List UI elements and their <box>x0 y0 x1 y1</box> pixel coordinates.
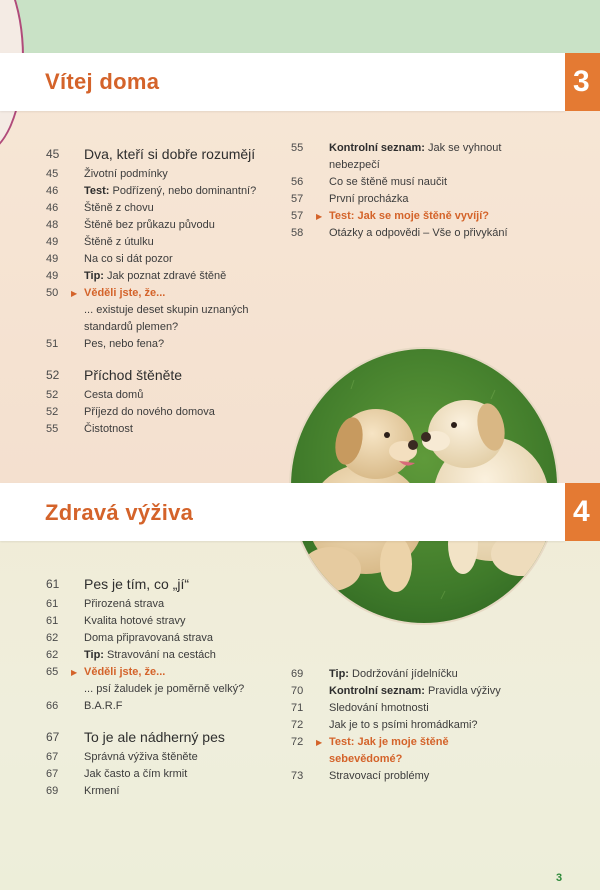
toc-entry-text <box>329 225 508 242</box>
toc-entry <box>291 666 531 683</box>
toc-entry-text <box>84 387 143 404</box>
toc-entry-text <box>84 613 186 630</box>
toc-entry-label: Kontrolní seznam: <box>329 685 425 697</box>
toc-entry <box>46 766 286 783</box>
toc-entry-title: Co se štěně musí naučit <box>329 176 448 188</box>
toc-entry-title: Štěně z chovu <box>84 202 154 214</box>
toc-entry-title: Stravování na cestách <box>103 649 216 661</box>
toc-page-number: 72 <box>291 719 304 731</box>
toc-entry-text <box>84 664 165 681</box>
toc-page-number: 49 <box>46 253 59 265</box>
toc-entry <box>46 681 286 698</box>
toc-page-number: 50 <box>46 287 59 299</box>
toc-entry <box>291 717 531 734</box>
toc-entry-text <box>84 681 244 698</box>
toc-page-number: 46 <box>46 202 59 214</box>
toc-entry-text <box>329 157 380 174</box>
toc-entry <box>46 302 286 319</box>
toc-entry <box>46 404 286 421</box>
toc-entry-title: Čistotnost <box>84 423 133 435</box>
toc-page-number: 45 <box>46 147 60 161</box>
chapter-number-tab: 4 <box>565 483 600 541</box>
toc-entry <box>291 700 531 717</box>
toc-entry-text <box>329 768 429 785</box>
toc-entry-text <box>329 700 429 717</box>
toc-page-number: 52 <box>46 368 60 382</box>
toc-entry <box>46 749 286 766</box>
toc-page-number: 65 <box>46 666 59 678</box>
toc-entry-title: Štěně bez průkazu původu <box>84 219 215 231</box>
toc-page-number: 58 <box>291 227 304 239</box>
toc-entry-title: Štěně z útulku <box>84 236 154 248</box>
toc-entry-text <box>84 217 215 234</box>
toc-entry-text <box>329 751 402 768</box>
toc-entry-text <box>329 140 501 157</box>
toc-column-chapter-1-right <box>291 140 531 242</box>
toc-entry-text <box>84 572 189 596</box>
toc-entry-text <box>84 142 255 166</box>
toc-page-number: 62 <box>46 649 59 661</box>
toc-column-chapter-1-left <box>46 142 286 438</box>
toc-entry-title: Na co si dát pozor <box>84 253 173 265</box>
toc-page-number: 46 <box>46 185 59 197</box>
toc-entry-title: B.A.R.F <box>84 700 123 712</box>
toc-entry-title: Cesta domů <box>84 389 144 401</box>
toc-entry-text <box>329 666 458 683</box>
toc-entry <box>291 157 531 174</box>
toc-entry-title: Dodržování jídelníčku <box>348 668 458 680</box>
toc-page-number: 72 <box>291 736 304 748</box>
toc-page-number: 61 <box>46 615 59 627</box>
toc-entry-text <box>84 336 164 353</box>
toc-entry-text <box>329 683 501 700</box>
toc-section-heading <box>46 142 286 166</box>
chapter-number-tab: 3 <box>565 53 600 111</box>
triangle-bullet-icon: ▶ <box>316 212 323 221</box>
toc-entry <box>291 140 531 157</box>
toc-section-heading <box>46 572 286 596</box>
triangle-bullet-icon: ▶ <box>71 289 78 298</box>
triangle-bullet-icon: ▶ <box>71 668 78 677</box>
toc-section-heading <box>46 725 286 749</box>
toc-entry <box>46 336 286 353</box>
toc-entry-text <box>84 725 225 749</box>
toc-entry-text <box>84 166 168 183</box>
toc-entry <box>46 698 286 715</box>
section-gap <box>46 353 286 363</box>
triangle-bullet-icon: ▶ <box>316 738 323 747</box>
toc-entry-text <box>84 200 154 217</box>
toc-entry-title: Příjezd do nového domova <box>84 406 215 418</box>
toc-entry-text <box>84 363 182 387</box>
toc-entry-text <box>84 302 248 319</box>
toc-entry-text <box>84 698 123 715</box>
toc-page-number: 57 <box>291 210 304 222</box>
toc-column-chapter-2-right <box>291 666 531 785</box>
toc-entry-title: První procházka <box>329 193 409 205</box>
toc-entry-title: Stravovací problémy <box>329 770 430 782</box>
toc-entry-text <box>84 268 226 285</box>
toc-entry-title: Kvalita hotové stravy <box>84 615 186 627</box>
toc-entry-title: To je ale nádherný pes <box>84 729 225 745</box>
toc-entry <box>291 174 531 191</box>
toc-entry-title: Správná výživa štěněte <box>84 751 198 763</box>
toc-page-number: 71 <box>291 702 304 714</box>
toc-page-number: 67 <box>46 751 59 763</box>
toc-entry <box>46 613 286 630</box>
toc-entry <box>46 251 286 268</box>
toc-entry <box>291 768 531 785</box>
toc-entry-title: nebezpečí <box>329 159 380 171</box>
toc-entry-text <box>84 183 256 200</box>
toc-page-number: 55 <box>291 142 304 154</box>
toc-page-number: 61 <box>46 598 59 610</box>
toc-entry-text <box>84 319 178 336</box>
toc-entry <box>46 166 286 183</box>
toc-entry-text <box>329 734 449 751</box>
toc-entry <box>46 319 286 336</box>
toc-page-number: 70 <box>291 685 304 697</box>
toc-page-number: 52 <box>46 406 59 418</box>
toc-page-number: 56 <box>291 176 304 188</box>
toc-entry <box>46 664 286 681</box>
chapter-banner-vitej-doma <box>0 53 565 111</box>
toc-entry-text <box>329 174 447 191</box>
toc-page-number: 69 <box>46 785 59 797</box>
toc-page-number: 69 <box>291 668 304 680</box>
toc-entry-text <box>84 647 216 664</box>
toc-entry-label: Tip: <box>84 270 104 282</box>
toc-entry-label: Test: <box>84 185 110 197</box>
toc-entry-label: Kontrolní seznam: <box>329 142 425 154</box>
toc-entry-title: sebevědomé? <box>329 753 403 765</box>
chapter-title: Zdravá výživa <box>45 500 194 525</box>
toc-page-number: 67 <box>46 730 60 744</box>
toc-page-number: 55 <box>46 423 59 435</box>
toc-entry-text <box>84 749 198 766</box>
toc-entry-title: Pes je tím, co „jí“ <box>84 576 190 592</box>
toc-page-number: 61 <box>46 577 60 591</box>
toc-entry-text <box>84 783 119 800</box>
toc-entry-title: ... existuje deset skupin uznaných <box>84 304 249 316</box>
toc-entry-text <box>84 421 133 438</box>
toc-entry-text <box>329 717 478 734</box>
toc-entry <box>46 596 286 613</box>
toc-page-number: 45 <box>46 168 59 180</box>
toc-column-chapter-2-left <box>46 572 286 800</box>
toc-entry-title: Jak se vyhnout <box>424 142 502 154</box>
toc-entry <box>46 285 286 302</box>
toc-entry-title: Přirozená strava <box>84 598 165 610</box>
toc-page-number: 51 <box>46 338 59 350</box>
toc-entry <box>46 387 286 404</box>
toc-entry-title: ... psí žaludek je poměrně velký? <box>84 683 245 695</box>
toc-entry <box>46 783 286 800</box>
toc-entry-title: Test: Jak se moje štěně vyvíjí? <box>329 210 489 222</box>
toc-entry-title: Jak často a čím krmit <box>84 768 188 780</box>
toc-entry <box>291 208 531 225</box>
toc-entry <box>46 421 286 438</box>
toc-entry-title: standardů plemen? <box>84 321 179 333</box>
toc-entry <box>291 225 531 242</box>
toc-entry-text <box>329 191 408 208</box>
toc-page-number: 52 <box>46 389 59 401</box>
toc-page-number: 49 <box>46 236 59 248</box>
toc-entry-title: Pes, nebo fena? <box>84 338 165 350</box>
toc-entry-text <box>84 285 165 302</box>
toc-page-number: 62 <box>46 632 59 644</box>
chapter-title: Vítej doma <box>45 69 160 94</box>
toc-entry-title: Věděli jste, že... <box>84 666 166 678</box>
toc-entry-title: Pravidla výživy <box>424 685 501 697</box>
chapter-banner-zdrava-vyziva <box>0 483 565 541</box>
toc-page-number: 73 <box>291 770 304 782</box>
top-band <box>0 0 600 55</box>
toc-entry <box>291 191 531 208</box>
toc-entry-label: Tip: <box>329 668 349 680</box>
toc-page-number: 48 <box>46 219 59 231</box>
toc-page-number: 67 <box>46 768 59 780</box>
toc-entry <box>46 200 286 217</box>
toc-entry-title: Doma připravovaná strava <box>84 632 214 644</box>
section-gap <box>46 715 286 725</box>
toc-entry-title: Otázky a odpovědi – Vše o přivykání <box>329 227 508 239</box>
toc-entry-title: Dva, kteří si dobře rozumějí <box>84 146 256 162</box>
toc-entry-title: Sledování hmotnosti <box>329 702 429 714</box>
toc-entry <box>291 734 531 751</box>
toc-entry-title: Test: Jak je moje štěně <box>329 736 449 748</box>
toc-entry-title: Podřízený, nebo dominantní? <box>109 185 257 197</box>
toc-entry <box>46 647 286 664</box>
toc-page-number: 49 <box>46 270 59 282</box>
toc-entry <box>46 234 286 251</box>
toc-page-number: 66 <box>46 700 59 712</box>
toc-entry <box>46 183 286 200</box>
toc-entry <box>46 268 286 285</box>
toc-entry-text <box>84 596 164 613</box>
toc-entry-text <box>84 404 215 421</box>
toc-section-heading <box>46 363 286 387</box>
toc-entry-title: Jak poznat zdravé štěně <box>103 270 227 282</box>
toc-entry-text <box>84 766 187 783</box>
toc-entry-title: Krmení <box>84 785 120 797</box>
toc-entry-title: Věděli jste, že... <box>84 287 166 299</box>
toc-entry-title: Příchod štěněte <box>84 367 183 383</box>
toc-entry <box>291 683 531 700</box>
toc-entry <box>46 630 286 647</box>
toc-entry-text <box>329 208 489 225</box>
toc-entry-label: Tip: <box>84 649 104 661</box>
toc-page-number: 57 <box>291 193 304 205</box>
toc-entry <box>291 751 531 768</box>
toc-entry-text <box>84 234 154 251</box>
toc-entry <box>46 217 286 234</box>
toc-entry-text <box>84 630 213 647</box>
toc-entry-title: Jak je to s psími hromádkami? <box>329 719 478 731</box>
page-number: 3 <box>556 872 563 884</box>
toc-entry-text <box>84 251 173 268</box>
toc-entry-title: Životní podmínky <box>84 168 168 180</box>
